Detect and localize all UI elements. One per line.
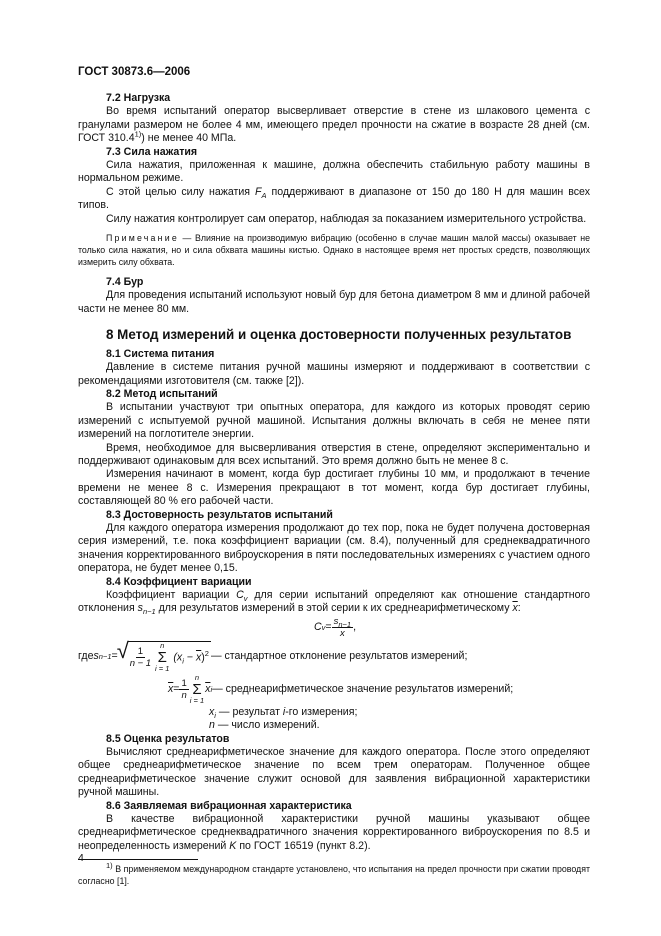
paragraph: Измерения начинают в момент, когда бур достигает глубины 10 мм, и продолжают в течение времени не менее 8 с. Измерения прекращают в тот момент, когда бур достигает глубины, составляющей 80 % его рабочей части. — [78, 468, 590, 508]
paragraph: Давление в системе питания ручной машины измеряют и поддерживают в соответствии с рекомендациями изготовителя (см. также [2]). — [78, 361, 590, 387]
page-header: ГОСТ 30873.6—2006 — [78, 66, 191, 78]
paragraph: Силу нажатия контролирует сам оператор, наблюдая за показанием измерительного устройства. — [106, 212, 587, 225]
heading-8-2: 8.2 Метод испытаний — [106, 387, 218, 400]
paragraph: Для проведения испытаний используют новый бур для бетона диаметром 8 мм и длиной рабочей части не менее 80 мм. — [78, 289, 590, 315]
page-number: 4 — [78, 852, 84, 864]
note: Примечание — Влияние на производимую вибрацию (особенно в случае машин малой массы) оказывает не только сила нажатия, но и сила обхвата машины кистью. Однако в настоящее время нет простых средств, позволяющих измерить силу обхвата. — [78, 233, 590, 268]
heading-8-4: 8.4 Коэффициент вариации — [106, 575, 252, 588]
formula-std-dev: где s n−1 = √ $\frac{1}{n - 1}$ n Σ i = 1 $(x_i - \overline{x})^2$ — стандартное отклонение результатов измерений; — [78, 640, 590, 674]
heading-8-5: 8.5 Оценка результатов — [106, 732, 230, 745]
paragraph: В испытании участвуют три опытных оператора, для каждого из которых проводят серию измерений с испытуемой ручной машиной. Испытания должны включать в себя не менее пяти измерений на поглотителе энергии. — [78, 401, 590, 441]
paragraph: Для каждого оператора измерения продолжают до тех пор, пока не будет получена достоверная серия измерений, т.е. пока коэффициент вариации (см. 8.4), полученный для среднеквадратичного значения корректированного виброускорения в пяти последовательных измерениях с участием одного оператора, не будет менее 0,15. — [78, 521, 590, 575]
formula-mean: $\overline{x}$ = $\frac{1}{n}$ n Σ i = 1 $\overline{x}$ i — среднеарифметическое значение результатов измерений; — [168, 673, 514, 706]
heading-8-3: 8.3 Достоверность результатов испытаний — [106, 508, 333, 521]
paragraph: Коэффициент вариации $C_v$ для серии испытаний определяют как отношение стандартного отклонения $s_{n-1}$ для результатов измерений в этой серии к их среднеарифметическому $\overline{x}$: — [78, 589, 590, 617]
definition: n — число измерений. — [209, 719, 320, 732]
paragraph: Сила нажатия, приложенная к машине, должна обеспечить стабильную работу машины в нормальном режиме. — [78, 159, 590, 185]
heading-8-6: 8.6 Заявляемая вибрационная характеристика — [106, 799, 352, 812]
definition: $x_i$ — результат i-го измерения; — [209, 705, 358, 720]
paragraph: С этой целью силу нажатия $F_A$ поддерживают в диапазоне от 150 до 180 Н для машин всех типов. — [78, 185, 591, 212]
section-heading-8: 8 Метод измерений и оценка достоверности полученных результатов — [106, 327, 572, 343]
footnote: $^{1)}$ В применяемом международном стандарте установлено, что испытания на предел прочности при сжатии проводят согласно [1]. — [78, 861, 590, 887]
heading-7-2: 7.2 Нагрузка — [106, 92, 171, 104]
heading-7-3: 7.3 Сила нажатия — [106, 145, 198, 158]
paragraph: В качестве вибрационной характеристики ручной машины указывают общее среднеарифметическое среднеквадратичного значения корректированного виброускорения по 8.5 и неопределенность измерений K по ГОСТ 16519 (пункт 8.2). — [78, 813, 590, 852]
formula-cv: C v = $\frac{s_{n-1}}{x}$ , — [314, 616, 357, 640]
document-body — [78, 92, 590, 887]
paragraph: Время, необходимое для высверливания отверстия в стене, определяют экспериментально и поддерживают одинаковым для всех испытаний. Это время должно быть не менее 8 с. — [78, 441, 590, 467]
footnote-divider — [78, 859, 198, 860]
heading-8-1: 8.1 Система питания — [106, 347, 215, 360]
footnote-ref: 1) — [134, 129, 142, 139]
paragraph: Вычисляют среднеарифметическое значение для каждого оператора. После этого определяют общее среднеарифметическое значение по всем трем операторам. Полученное общее среднеарифметическое значение служит основой для заявления вибрационной характеристики ручной машины. — [78, 746, 590, 799]
paragraph: Во время испытаний оператор высверливает отверстие в стене из шлакового цемента с гранулами размером не более 4 мм, имеющего предел прочности на сжатие в возрасте 28 дней (см. ГОСТ 310.4$^{1)}$) не менее 40 МПа. — [78, 105, 590, 145]
heading-7-4: 7.4 Бур — [106, 276, 144, 289]
